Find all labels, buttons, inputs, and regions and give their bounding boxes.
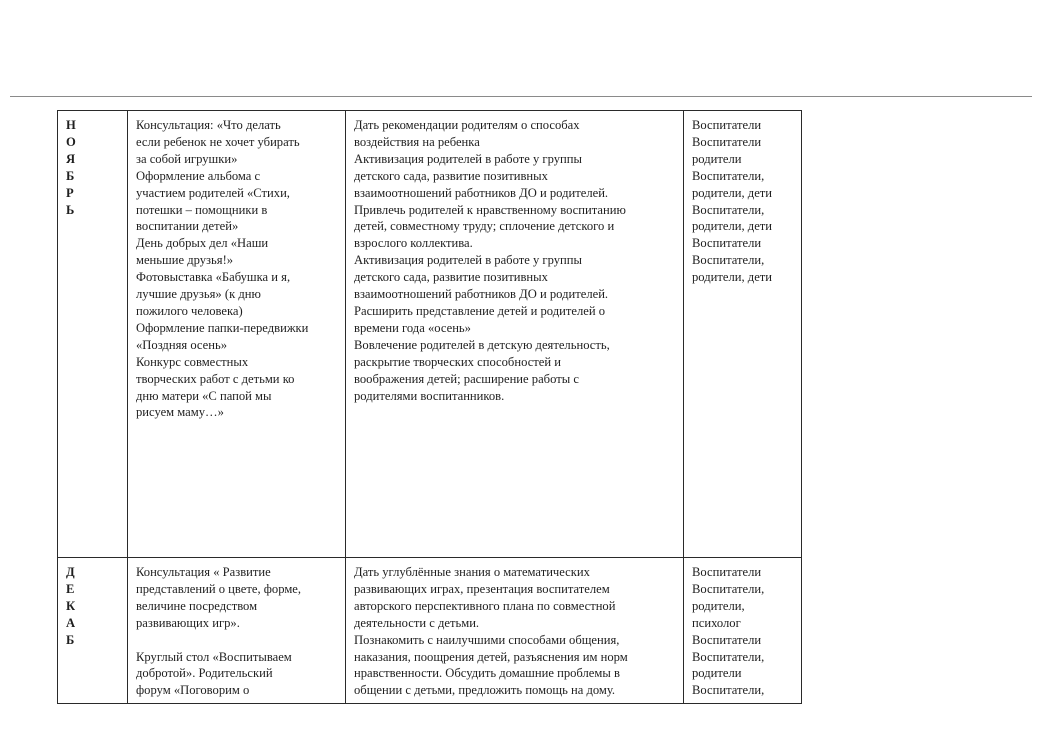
goal-line: Познакомить с наилучшими способами общения, [354, 632, 620, 647]
responsible-line: Воспитатели [692, 236, 762, 251]
month-letter: Ь [66, 202, 75, 217]
events-cell [128, 558, 346, 704]
goal-line: Привлечь родителей к нравственному воспитанию [354, 202, 626, 217]
month-letter: А [66, 615, 76, 630]
responsible-line: родители, дети [692, 219, 773, 234]
goal-line: воображения детей; расширение работы с [354, 371, 579, 386]
responsible-line: родители, дети [692, 185, 773, 200]
month-letter: О [66, 134, 76, 149]
event-line: лучшие друзья» (к дню [136, 287, 261, 302]
event-line: воспитании детей» [136, 219, 239, 234]
responsible-line: Воспитатели [692, 565, 762, 579]
month-letter: Е [66, 581, 75, 596]
responsible-line: родители [692, 666, 742, 681]
responsible-line: Воспитатели, [692, 649, 765, 664]
event-line: форум «Поговорим о [136, 683, 250, 698]
goal-line: раскрытие творческих способностей и [354, 354, 562, 369]
goal-line: времени года «осень» [354, 320, 471, 335]
goal-line: детского сада, развитие позитивных [354, 270, 548, 285]
event-line: творческих работ с детьми ко [136, 371, 295, 386]
responsible-line: Воспитатели [692, 632, 762, 647]
goal-line: нравственности. Обсудить домашние проблемы в [354, 666, 620, 681]
month-letter: К [66, 598, 76, 613]
month-cell [58, 558, 128, 704]
goal-line: воздействия на ребенка [354, 134, 480, 149]
responsible-line: психолог [692, 615, 741, 630]
goals-cell [346, 558, 684, 704]
event-line: Фотовыставка «Бабушка и я, [136, 270, 291, 285]
goal-line: Активизация родителей в работе у группы [354, 253, 582, 268]
month-letter: Р [66, 185, 74, 200]
goal-line: взрослого коллектива. [354, 236, 473, 251]
month-cell [58, 111, 128, 558]
responsible-line: Воспитатели [692, 134, 762, 149]
goal-line: детского сада, развитие позитивных [354, 168, 548, 183]
month-letter: Б [66, 168, 75, 183]
responsible-line: родители [692, 151, 742, 166]
responsible-line: Воспитатели [692, 118, 762, 132]
events-cell [128, 111, 346, 558]
event-line: День добрых дел «Наши [136, 236, 269, 251]
goal-line: наказания, поощрения детей, разъяснения им норм [354, 649, 628, 664]
event-line: пожилого человека) [136, 303, 243, 318]
event-line [136, 632, 341, 649]
event-line: дню матери «С папой мы [136, 388, 272, 403]
responsible-line: Воспитатели, [692, 202, 765, 217]
responsible-line: родители, дети [692, 270, 773, 285]
goals-cell [346, 111, 684, 558]
parent-work-plan-table [57, 110, 802, 704]
goal-line: Вовлечение родителей в детскую деятельность, [354, 337, 610, 352]
goal-line: взаимоотношений работников ДО и родителей. [354, 287, 609, 302]
responsible-line: Воспитатели, [692, 253, 765, 268]
event-line: Консультация « Развитие [136, 565, 271, 579]
event-line: представлений о цвете, форме, [136, 581, 302, 596]
month-letter: Д [66, 565, 75, 579]
plan-row-december [58, 558, 802, 704]
event-line: Консультация: «Что делать [136, 118, 281, 132]
event-line: меньшие друзья!» [136, 253, 234, 268]
event-line: участием родителей «Стихи, [136, 185, 290, 200]
page-top-rule [10, 96, 1032, 97]
goal-line: Расширить представление детей и родителей о [354, 303, 606, 318]
responsible-cell [684, 111, 802, 558]
event-line: Круглый стол «Воспитываем [136, 649, 292, 664]
month-letter: Я [66, 151, 76, 166]
event-line: рисуем маму…» [136, 405, 224, 420]
goal-line: общении с детьми, предложить помощь на дому. [354, 683, 616, 698]
goal-line: взаимоотношений работников ДО и родителей. [354, 185, 609, 200]
event-line: величине посредством [136, 598, 258, 613]
goal-line: деятельности с детьми. [354, 615, 480, 630]
responsible-cell [684, 558, 802, 704]
responsible-line: Воспитатели, [692, 683, 765, 698]
event-line: Оформление альбома с [136, 168, 261, 183]
event-line: «Поздняя осень» [136, 337, 228, 352]
goal-line: Активизация родителей в работе у группы [354, 151, 582, 166]
goal-line: Дать углублённые знания о математических [354, 565, 590, 579]
event-line: добротой». Родительский [136, 666, 273, 681]
responsible-line: Воспитатели, [692, 168, 765, 183]
plan-row-november [58, 111, 802, 558]
month-letter: Н [66, 118, 76, 132]
goal-line: родителями воспитанников. [354, 388, 505, 403]
event-line: потешки – помощники в [136, 202, 268, 217]
responsible-line: родители, [692, 598, 745, 613]
responsible-line: Воспитатели, [692, 581, 765, 596]
event-line: развивающих игр». [136, 615, 240, 630]
goal-line: авторского перспективного плана по совместной [354, 598, 616, 613]
goal-line: Дать рекомендации родителям о способах [354, 118, 580, 132]
event-line: за собой игрушки» [136, 151, 238, 166]
month-letter: Б [66, 632, 75, 647]
event-line: если ребенок не хочет убирать [136, 134, 300, 149]
event-line: Оформление папки-передвижки [136, 320, 309, 335]
event-line: Конкурс совместных [136, 354, 249, 369]
goal-line: детей, совместному труду; сплочение детского и [354, 219, 615, 234]
goal-line: развивающих играх, презентация воспитателем [354, 581, 610, 596]
